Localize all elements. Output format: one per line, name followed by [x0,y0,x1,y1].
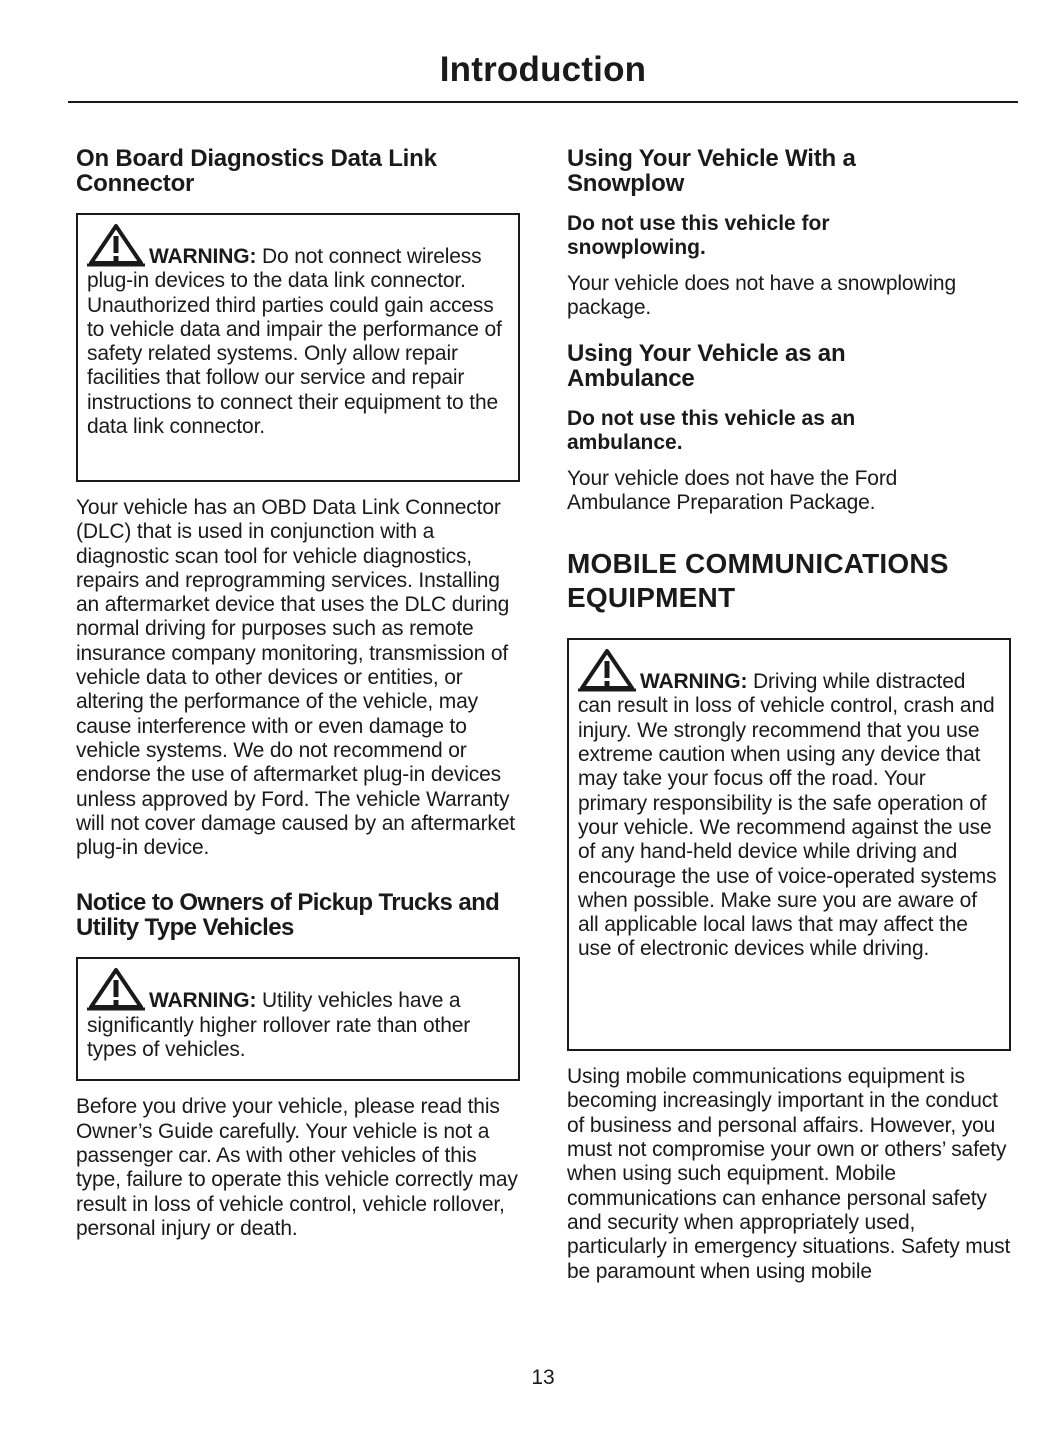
page-header [68,48,1018,92]
warning-triangle-icon [87,967,145,1011]
page-number: 13 [531,1366,555,1389]
obd-warning-text: Do not connect wireless plug-in devices to the data link connector. Unauthorized third parties could gain access to vehicle data and impair the performance of safety related systems. Only allow repair facilities that follow our service and repair instructions to connect their equipment to the data link connector. [87,245,502,439]
warning-triangle-icon [87,223,145,267]
ambulance-heading: Using Your Vehicle as an Ambulance [567,339,846,392]
snowplow-body: Your vehicle does not have a snowplowing package. [567,272,956,320]
pickup-warning-text: Utility vehicles have a significantly higher rollover rate than other types of vehicles. [87,989,471,1062]
snowplow-lead: Do not use this vehicle for snowplowing. [567,212,830,259]
left-column [76,146,522,1241]
warning-triangle-icon [578,648,636,692]
ambulance-lead: Do not use this vehicle as an ambulance. [567,406,856,454]
mobile-body: Using mobile communications equipment is becoming increasingly important in the conduct of business and personal affairs. However, you must not compromise your own or others’ safety when using such equipment. Mobile communications can enhance personal safety and security when appropriately used, particularly in emergency situations. Safety must be paramount when using mobile [567,1065,1011,1283]
snowplow-heading: Using Your Vehicle With a Snowplow [567,145,856,197]
obd-body: Your vehicle has an OBD Data Link Connector (DLC) that is used in conjunction with a diagnostic scan tool for vehicle diagnostics, repairs and reprogramming services. Installing an aftermarket device that uses the DLC during normal driving for purposes such as remote insurance company monitoring, transmission of vehicle data to other devices or entities, or altering the performance of the vehicle, may cause interference with or even damage to vehicle systems. We do not recommend or endorse the use of aftermarket plug-in devices unless approved by Ford. The vehicle Warranty will not cover damage caused by an aftermarket plug-in device. [76,496,515,860]
obd-warning-box [76,213,520,482]
mobile-warning-box [567,638,1011,1051]
pickup-heading: Notice to Owners of Pickup Trucks and Utility Type Vehicles [76,889,500,942]
obd-warning-label: WARNING: [149,245,257,268]
page-title: Introduction [439,50,647,89]
right-column [567,146,1012,1284]
pickup-warning-label: WARNING: [149,989,257,1013]
ambulance-body: Your vehicle does not have the Ford Ambulance Preparation Package. [567,466,898,514]
header-divider [68,101,1018,103]
pickup-body: Before you drive your vehicle, please read this Owner’s Guide carefully. Your vehicle is not a passenger car. As with other vehicles of this type, failure to operate this vehicle correctly may result in loss of vehicle control, vehicle rollover, personal injury or death. [76,1095,518,1240]
mobile-warning-text: Driving while distracted can result in loss of vehicle control, crash and injury. We strongly recommend that you use extreme caution when using any device that may take your focus off the road. Your primary responsibility is the safe operation of your vehicle. We recommend against the use of any hand-held device while driving and encourage the use of voice-operated systems when possible. Make sure you are aware of all applicable local laws that may affect the use of electronic devices while driving. [578,670,997,961]
mobile-heading: MOBILE COMMUNICATIONS EQUIPMENT [567,548,949,614]
mobile-warning-label: WARNING: [640,670,748,694]
pickup-warning-box [76,957,520,1081]
obd-heading: On Board Diagnostics Data Link Connector [76,145,437,197]
